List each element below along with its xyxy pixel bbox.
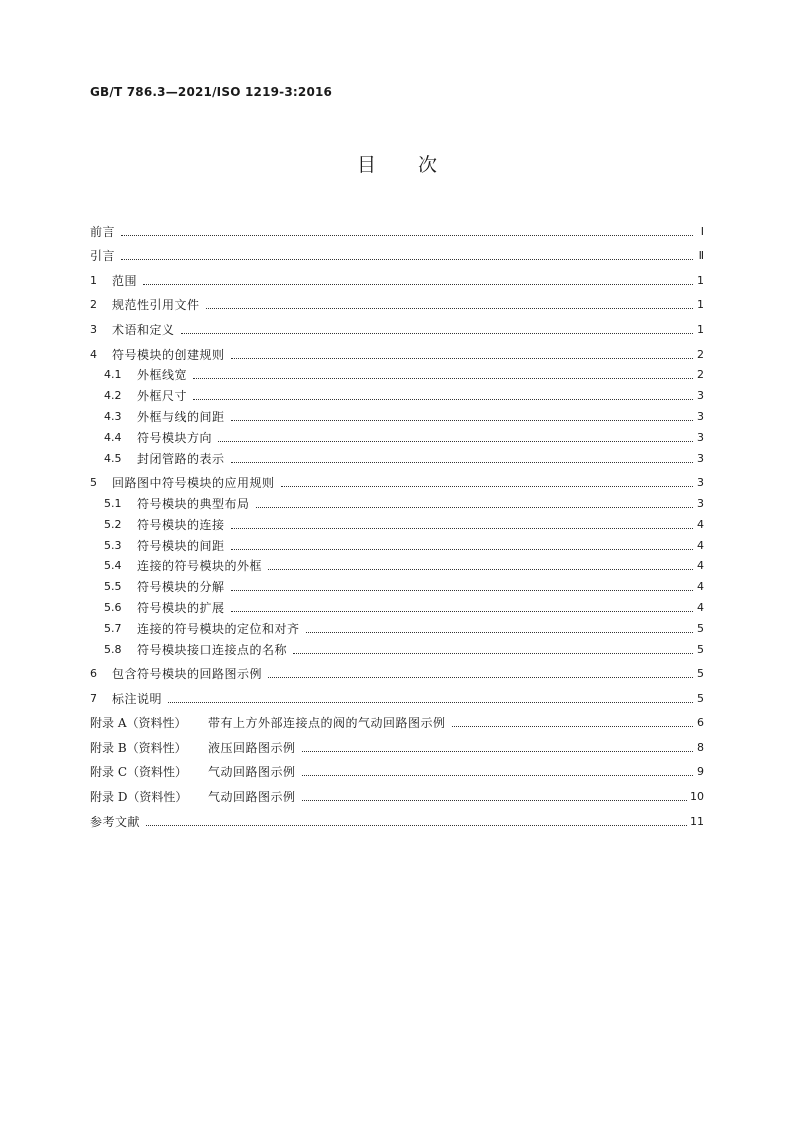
toc-entry-number: 4.2: [104, 389, 122, 403]
toc-entry[interactable]: [90, 467, 704, 492]
toc-entry-number: 2: [90, 298, 97, 312]
toc-entry-page: 3: [697, 496, 704, 510]
toc-entry-number: 5.1: [104, 496, 122, 510]
toc-entry-page: 1: [697, 273, 704, 287]
toc-entry-number: 5.6: [104, 600, 122, 614]
toc-entry-page: Ⅰ: [700, 224, 704, 238]
page-title: 目次: [356, 154, 479, 176]
toc-entry-label: 液压回路图示例: [208, 740, 296, 755]
toc-entry[interactable]: [90, 446, 704, 467]
toc-annex-label: 附录 B（资料性）: [90, 740, 187, 755]
toc-entry-label: 符号模块的间距: [137, 538, 225, 553]
toc-entry[interactable]: [90, 533, 704, 554]
dot-leader: [452, 726, 693, 727]
toc-entry[interactable]: [90, 240, 704, 265]
toc-annex-label: 附录 C（资料性）: [90, 765, 187, 780]
toc-entry[interactable]: [90, 512, 704, 533]
dot-leader: [231, 358, 693, 359]
toc-entry-label: 符号模块的扩展: [137, 600, 225, 615]
toc-entry-number: 5.2: [104, 517, 122, 531]
toc-entry-page: 9: [697, 765, 704, 779]
toc-entry-page: 4: [697, 538, 704, 552]
toc-entry[interactable]: [90, 574, 704, 595]
dot-leader: [231, 549, 693, 550]
toc-entry-label: 包含符号模块的回路图示例: [112, 667, 263, 682]
dot-leader: [121, 235, 693, 236]
toc-entry[interactable]: [90, 780, 704, 805]
toc-entry[interactable]: [90, 637, 704, 658]
toc-entry-page: 3: [697, 409, 704, 423]
toc-entry-page: 5: [697, 691, 704, 705]
toc-entry-page: 1: [697, 298, 704, 312]
toc-entry[interactable]: [90, 383, 704, 404]
toc-entry[interactable]: [90, 363, 704, 384]
dot-leader: [231, 420, 693, 421]
toc-entry-number: 5.8: [104, 642, 122, 656]
table-of-contents: [90, 215, 704, 830]
toc-entry-label: 气动回路图示例: [208, 790, 296, 805]
toc-entry[interactable]: [90, 682, 704, 707]
dot-leader: [121, 259, 693, 260]
toc-entry-page: Ⅱ: [698, 249, 704, 263]
toc-entry-label: 外框尺寸: [137, 389, 188, 404]
toc-entry-label: 符号模块的分解: [137, 580, 225, 595]
toc-entry-page: 2: [697, 347, 704, 361]
toc-entry-label: 连接的符号模块的外框: [137, 559, 263, 574]
toc-entry[interactable]: [90, 264, 704, 289]
toc-entry-label: 外框线宽: [137, 368, 188, 383]
toc-entry[interactable]: [90, 707, 704, 732]
dot-leader: [281, 486, 693, 487]
toc-entry-label: 回路图中符号模块的应用规则: [112, 476, 275, 491]
toc-entry-label: 气动回路图示例: [208, 765, 296, 780]
toc-entry-number: 1: [90, 273, 97, 287]
toc-entry[interactable]: [90, 313, 704, 338]
dot-leader: [306, 632, 693, 633]
toc-entry[interactable]: [90, 616, 704, 637]
toc-entry[interactable]: [90, 756, 704, 781]
toc-entry-page: 11: [690, 814, 704, 828]
toc-entry-page: 5: [697, 621, 704, 635]
toc-entry[interactable]: [90, 491, 704, 512]
toc-entry-label: 符号模块的连接: [137, 517, 225, 532]
toc-entry-label: 参考文献: [90, 814, 141, 829]
toc-entry[interactable]: [90, 425, 704, 446]
toc-entry-page: 6: [697, 716, 704, 730]
toc-entry[interactable]: [90, 805, 704, 830]
dot-leader: [146, 825, 687, 826]
toc-entry-label: 外框与线的间距: [137, 409, 225, 424]
toc-entry-number: 3: [90, 322, 97, 336]
toc-entry-number: 5.7: [104, 621, 122, 635]
dot-leader: [143, 284, 693, 285]
toc-entry-number: 4.3: [104, 409, 122, 423]
toc-entry[interactable]: [90, 658, 704, 683]
toc-entry-number: 7: [90, 691, 97, 705]
toc-entry-number: 6: [90, 667, 97, 681]
toc-entry-label: 范围: [112, 273, 138, 288]
toc-annex-label: 附录 D（资料性）: [90, 790, 188, 805]
toc-entry-page: 2: [697, 368, 704, 382]
dot-leader: [206, 308, 693, 309]
dot-leader: [302, 800, 687, 801]
toc-entry-page: 3: [697, 389, 704, 403]
dot-leader: [231, 611, 693, 612]
toc-entry-page: 3: [697, 451, 704, 465]
toc-entry-number: 5.4: [104, 559, 122, 573]
toc-entry-page: 4: [697, 517, 704, 531]
toc-entry-number: 5.3: [104, 538, 122, 552]
toc-entry[interactable]: [90, 289, 704, 314]
toc-entry[interactable]: [90, 215, 704, 240]
toc-entry[interactable]: [90, 338, 704, 363]
dot-leader: [268, 569, 693, 570]
dot-leader: [168, 702, 693, 703]
toc-entry-number: 4.1: [104, 368, 122, 382]
toc-entry-page: 5: [697, 642, 704, 656]
dot-leader: [293, 653, 693, 654]
toc-entry-number: 5.5: [104, 580, 122, 594]
dot-leader: [181, 333, 693, 334]
toc-entry-label: 符号模块接口连接点的名称: [137, 642, 288, 657]
dot-leader: [302, 751, 693, 752]
dot-leader: [218, 441, 693, 442]
toc-entry-page: 4: [697, 580, 704, 594]
dot-leader: [231, 462, 693, 463]
toc-entry-number: 4: [90, 347, 97, 361]
toc-entry-label: 带有上方外部连接点的阀的气动回路图示例: [208, 716, 446, 731]
toc-entry[interactable]: [90, 404, 704, 425]
toc-entry-label: 规范性引用文件: [112, 298, 200, 313]
toc-entry-label: 前言: [90, 224, 116, 239]
toc-entry-page: 10: [690, 790, 704, 804]
toc-entry-label: 符号模块方向: [137, 430, 213, 445]
toc-entry-page: 1: [697, 322, 704, 336]
toc-entry-page: 3: [697, 430, 704, 444]
dot-leader: [256, 507, 693, 508]
dot-leader: [193, 399, 693, 400]
toc-entry-page: 5: [697, 667, 704, 681]
toc-entry-number: 4.4: [104, 430, 122, 444]
dot-leader: [268, 677, 693, 678]
dot-leader: [302, 775, 693, 776]
dot-leader: [231, 528, 693, 529]
toc-entry-label: 符号模块的创建规则: [112, 347, 225, 362]
toc-entry[interactable]: [90, 595, 704, 616]
toc-annex-label: 附录 A（资料性）: [90, 716, 187, 731]
toc-entry[interactable]: [90, 554, 704, 575]
toc-entry-label: 封闭管路的表示: [137, 451, 225, 466]
standard-number: GB/T 786.3—2021/ISO 1219-3:2016: [90, 85, 333, 99]
toc-entry-label: 引言: [90, 249, 116, 264]
toc-entry-page: 3: [697, 476, 704, 490]
toc-entry[interactable]: [90, 731, 704, 756]
toc-entry-page: 4: [697, 559, 704, 573]
dot-leader: [231, 590, 693, 591]
toc-entry-label: 标注说明: [112, 691, 163, 706]
toc-entry-number: 5: [90, 476, 97, 490]
toc-entry-page: 8: [697, 740, 704, 754]
toc-entry-page: 4: [697, 600, 704, 614]
toc-entry-number: 4.5: [104, 451, 122, 465]
toc-entry-label: 术语和定义: [112, 322, 175, 337]
toc-entry-label: 符号模块的典型布局: [137, 496, 250, 511]
dot-leader: [193, 378, 693, 379]
toc-entry-label: 连接的符号模块的定位和对齐: [137, 621, 300, 636]
